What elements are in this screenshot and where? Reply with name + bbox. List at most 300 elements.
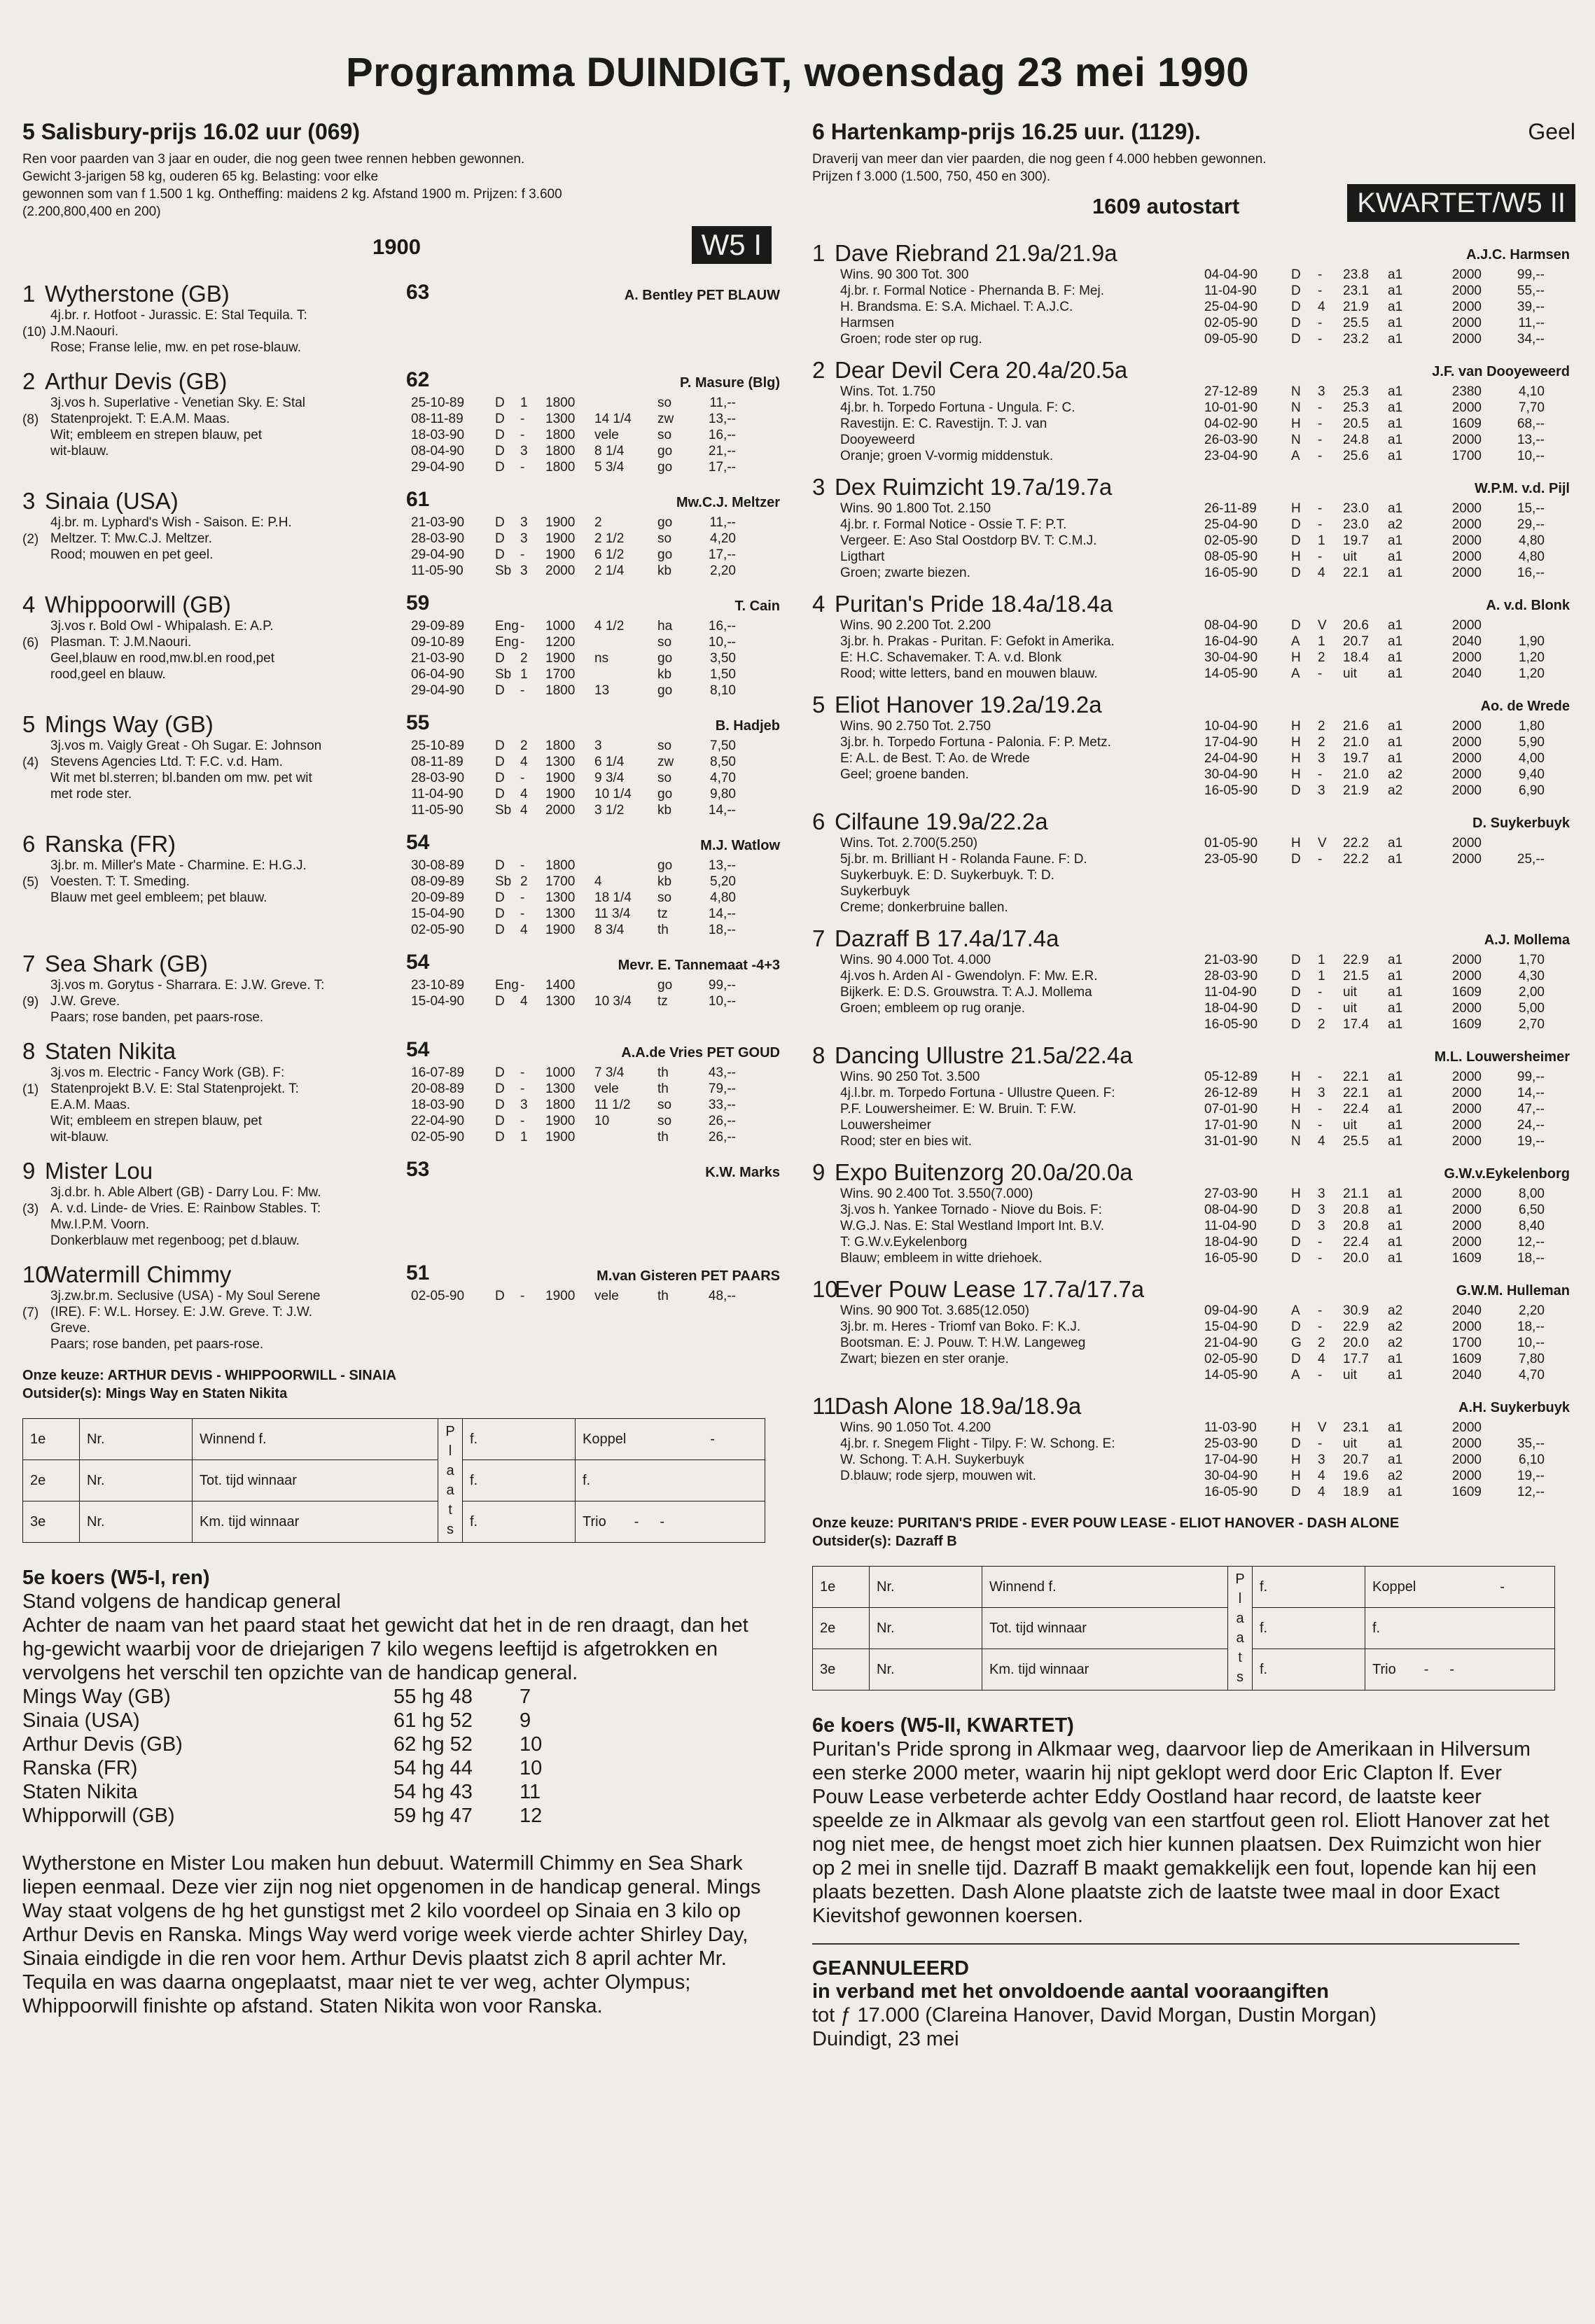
horse-weight: 63: [406, 281, 430, 304]
form-cell: 2000: [1451, 433, 1482, 447]
form-cell: 18 1/4: [594, 890, 632, 905]
form-cell: 4,20: [710, 531, 736, 546]
form-row: [1204, 750, 1575, 766]
horse-info: [22, 1288, 411, 1352]
form-cell: 1800: [545, 396, 576, 410]
koppel-label: Koppel: [1372, 1578, 1416, 1595]
horse-info: [22, 977, 411, 1026]
form-cell: go: [657, 460, 673, 475]
race-5-horses: [22, 281, 786, 1352]
form-cell: D: [495, 1130, 505, 1144]
form-cell: 2000: [1451, 1320, 1482, 1334]
form-cell: 4,80: [710, 890, 736, 905]
horse-number: 8: [812, 1042, 826, 1068]
form-cell: 30-04-90: [1204, 767, 1258, 782]
horse-info-line: W.G.J. Nas. E: Stal Westland Import Int. B.V.: [840, 1219, 1104, 1233]
horse-info-line: 3j.d.br. h. Able Albert (GB) - Darry Lou. F: Mw.: [50, 1185, 321, 1200]
form-cell: kb: [657, 564, 672, 578]
form-cell: 08-04-90: [411, 444, 465, 458]
form-cell: 3,50: [710, 651, 736, 666]
condition-line: (2.200,800,400 en 200): [22, 204, 161, 219]
form-cell: 11-05-90: [411, 564, 464, 578]
form-cell: 4: [1318, 1469, 1325, 1483]
form-cell: a1: [1388, 1452, 1403, 1467]
form-cell: go: [657, 547, 673, 562]
horse-header: [22, 368, 786, 395]
horse-info-line: 3j.vos r. Bold Owl - Whipalash. E: A.P.: [50, 619, 274, 634]
form-cell: A: [1291, 449, 1300, 463]
form-cell: N: [1291, 1118, 1301, 1133]
horse-trainer: A.H. Suykerbuyk: [1458, 1400, 1570, 1415]
form-row: [1204, 500, 1575, 517]
form-cell: 16-07-89: [411, 1065, 465, 1080]
form-cell: 05-12-89: [1204, 1070, 1258, 1084]
horse-info-line: 3j.vos h. Yankee Tornado - Niove du Bois. F:: [840, 1203, 1102, 1217]
form-cell: -: [1318, 449, 1323, 463]
horse-header: [812, 925, 1575, 952]
form-cell: D: [1291, 533, 1301, 548]
handicap-horse: Whipporwill (GB): [22, 1805, 175, 1827]
form-cell: 22.9: [1343, 1320, 1369, 1334]
keuze-text: Onze keuze: PURITAN'S PRIDE - EVER POUW LEASE - ELIOT HANOVER - DASH ALONE: [812, 1516, 1400, 1531]
horse-number: 10: [22, 1261, 48, 1287]
outsiders-text: Outsider(s): Dazraff B: [812, 1534, 957, 1549]
form-cell: 2380: [1451, 384, 1482, 399]
form-cell: 2000: [1451, 1219, 1482, 1233]
horse-header: [812, 357, 1575, 384]
horse-name: Puritan's Pride 18.4a/18.4a: [835, 591, 1113, 617]
handicap-value: 54 hg 43: [393, 1781, 473, 1803]
form-cell: 08-09-89: [411, 874, 465, 889]
horse-info-line: Harmsen: [840, 316, 895, 330]
form-row: [1204, 1436, 1575, 1452]
form-row: [411, 650, 786, 666]
horse-header: [22, 711, 786, 738]
form-cell: so: [657, 635, 672, 650]
form-cell: -: [1318, 1368, 1323, 1382]
result-cell: 2e: [813, 1608, 870, 1649]
form-cell: D: [1291, 852, 1301, 867]
horse-info-line: 5j.br. m. Brilliant H - Rolanda Faune. F: D.: [840, 852, 1087, 867]
form-cell: 4: [520, 923, 528, 937]
form-cell: 2000: [1451, 316, 1482, 330]
form-cell: 29-09-89: [411, 619, 465, 634]
form-cell: D: [495, 858, 505, 873]
form-cell: 2 1/4: [594, 564, 625, 578]
form-row: [411, 547, 786, 563]
form-cell: 11-03-90: [1204, 1420, 1257, 1435]
horse-info-line: W. Schong. T: A.H. Suykerbuyk: [840, 1452, 1024, 1467]
form-cell: 11 3/4: [594, 906, 631, 921]
horse-header: [22, 488, 786, 514]
form-cell: 16-04-90: [1204, 634, 1258, 649]
form-cell: D: [1291, 267, 1301, 282]
form-cell: a1: [1388, 634, 1403, 649]
form-cell: 2000: [1451, 1186, 1482, 1201]
form-cell: go: [657, 683, 673, 698]
horse-info-line: T: G.W.v.Eykelenborg: [840, 1235, 968, 1250]
form-cell: 8,00: [1519, 1186, 1545, 1201]
horse-info-line: wit-blauw.: [50, 444, 109, 458]
form-cell: 3: [520, 515, 528, 530]
form-row: [1204, 517, 1575, 533]
form-row: [1204, 565, 1575, 581]
form-cell: -: [520, 890, 525, 905]
form-cell: 18-04-90: [1204, 1235, 1258, 1250]
horse-info: [812, 617, 1204, 682]
form-row: [1204, 1218, 1575, 1234]
horse-info: [22, 307, 411, 356]
trio-dash: -: [1423, 1661, 1429, 1677]
form-cell: 18,--: [1517, 1251, 1545, 1266]
form-cell: 1800: [545, 738, 576, 753]
form-row: [1204, 650, 1575, 666]
horse-header: [22, 831, 786, 858]
race-6-commentary-body: Puritan's Pride sprong in Alkmaar weg, daarvoor liep de Amerikaan in Hilversum een sterke 2000 meter, waarin hij nipt geklopt werd door Eric Clapton lf. Ever Pouw Lease verbeterde achter Eddy Oostland haar record, de laatste keer speelde ze in Alkmaar als gevolg van een startfout geen rol. Eliott Hanover zat het nog niet mee, de hengst moet zich hier kunnen plaatsen. Dex Ruimzicht won hier op 2 mei in snelle tijd. Dazraff B maakt gemakkelijk een fout, lopende kan hij een plaats bezetten. Dash Alone plaatste zich de laatste twee maal in door Exact Kievitshof gewonnen koersen.: [812, 1738, 1549, 1927]
form-cell: -: [520, 635, 525, 650]
form-row: [411, 395, 786, 411]
form-cell: D: [1291, 783, 1301, 798]
koppel-label: Koppel: [583, 1431, 627, 1447]
form-cell: 23.0: [1343, 517, 1369, 532]
form-cell: H: [1291, 416, 1301, 431]
form-cell: 26-03-90: [1204, 433, 1258, 447]
horse-number: 3: [812, 474, 826, 500]
form-cell: 2000: [1451, 1469, 1482, 1483]
form-cell: a1: [1388, 1086, 1403, 1100]
form-cell: a1: [1388, 384, 1403, 399]
form-cell: [1482, 835, 1545, 851]
form-cell: 10,--: [708, 635, 736, 650]
form-cell: ns: [594, 651, 609, 666]
form-cell: 11,--: [1518, 316, 1545, 330]
form-cell: H: [1291, 1452, 1301, 1467]
form-row: [411, 427, 786, 443]
form-cell: 23-05-90: [1204, 852, 1258, 867]
horse-info-line: Wins. 90 2.400 Tot. 3.550(7.000): [840, 1186, 1033, 1201]
form-cell: uit: [1343, 666, 1358, 681]
form-cell: -: [1318, 550, 1323, 564]
keuze-text: Onze keuze: ARTHUR DEVIS - WHIPPOORWILL - SINAIA: [22, 1368, 397, 1383]
horse-number: 8: [22, 1038, 36, 1064]
form-table: [411, 738, 786, 818]
form-cell: 3: [520, 444, 528, 458]
horse-weight: 59: [406, 592, 430, 615]
form-cell: a1: [1388, 284, 1403, 298]
horse-info-line: Wins. 90 2.750 Tot. 2.750: [840, 719, 991, 734]
form-cell: -: [520, 1065, 525, 1080]
form-cell: 01-05-90: [1204, 836, 1258, 850]
form-cell: A: [1291, 1368, 1300, 1382]
horse-info-line: P.F. Louwersheimer. E: W. Bruin. T: F.W.: [840, 1102, 1077, 1116]
horse-body: [812, 1069, 1575, 1149]
form-cell: 04-02-90: [1204, 416, 1258, 431]
horse-entry: [812, 357, 1575, 464]
form-cell: 08-04-90: [1204, 1203, 1258, 1217]
form-cell: 2000: [1451, 501, 1482, 516]
horse-info-line: 3j.vos m. Gorytus - Sharrara. E: J.W. Greve. T:: [50, 978, 325, 993]
form-row: [411, 906, 786, 922]
form-table: [1204, 718, 1575, 799]
form-row: [1204, 835, 1575, 851]
form-cell: 6,50: [1519, 1203, 1545, 1217]
form-cell: 10,--: [1517, 449, 1545, 463]
form-cell: 3: [594, 738, 602, 753]
form-cell: 27-12-89: [1204, 384, 1258, 399]
form-cell: 22.9: [1343, 953, 1369, 967]
form-cell: 2,70: [1519, 1017, 1545, 1032]
form-cell: 35,--: [1517, 1436, 1545, 1451]
form-cell: 1000: [545, 619, 576, 634]
form-cell: 2000: [1451, 1070, 1482, 1084]
horse-name: Eliot Hanover 19.2a/19.2a: [835, 692, 1102, 718]
form-cell: 1609: [1451, 1251, 1482, 1266]
form-cell: Sb: [495, 874, 512, 889]
form-cell: 4: [1318, 1134, 1325, 1149]
horse-body: [812, 384, 1575, 464]
plaats-label: P l a a t s: [438, 1419, 463, 1543]
divider: [812, 1943, 1519, 1945]
horse-header: [812, 591, 1575, 617]
trio-cell: [576, 1502, 765, 1543]
form-cell: -: [520, 858, 525, 873]
result-cell: Nr.: [80, 1460, 193, 1502]
form-cell: 1300: [545, 906, 576, 921]
form-cell: 14,--: [708, 803, 736, 818]
horse-info-line: Wins. Tot. 1.750: [840, 384, 935, 399]
horse-info-line: 3j.vos m. Vaigly Great - Oh Sugar. E: Johnson: [50, 738, 322, 753]
form-cell: Eng: [495, 635, 519, 650]
form-cell: 22.4: [1343, 1235, 1369, 1250]
form-cell: D: [1291, 332, 1301, 346]
form-cell: D: [495, 906, 505, 921]
form-row: [1204, 1335, 1575, 1351]
horse-header: [812, 1042, 1575, 1069]
form-cell: 1900: [545, 651, 576, 666]
form-table: [411, 307, 786, 356]
horse-info: [812, 500, 1204, 581]
form-cell: 11-04-90: [411, 787, 464, 802]
form-cell: 10 3/4: [594, 994, 632, 1009]
form-row: [411, 786, 786, 802]
form-row: [1204, 1016, 1575, 1032]
form-cell: 13,--: [708, 858, 736, 873]
form-row: [1204, 1319, 1575, 1335]
form-row: [411, 754, 786, 770]
form-cell: -: [1318, 1436, 1323, 1451]
trio-cell: [1365, 1649, 1555, 1690]
horse-name: Sea Shark (GB): [45, 951, 208, 976]
form-cell: 25.5: [1343, 1134, 1369, 1149]
form-table: [1204, 835, 1575, 916]
form-cell: 2000: [1451, 1452, 1482, 1467]
form-cell: -: [1318, 1118, 1323, 1133]
horse-name: Whippoorwill (GB): [45, 592, 231, 617]
horse-info: [812, 1303, 1204, 1383]
form-table: [1204, 617, 1575, 682]
form-row: [1204, 634, 1575, 650]
form-cell: 2000: [1451, 284, 1482, 298]
horse-trainer: B. Hadjeb: [715, 718, 780, 734]
form-cell: a1: [1388, 1368, 1403, 1382]
form-cell: a1: [1388, 1186, 1403, 1201]
form-cell: 25.5: [1343, 316, 1369, 330]
horse-name: Wytherstone (GB): [45, 281, 230, 307]
horse-trainer: A.A.de Vries PET GOUD: [621, 1045, 780, 1060]
form-cell: go: [657, 651, 673, 666]
form-cell: 21-03-90: [411, 515, 465, 530]
form-cell: 1: [1318, 533, 1325, 548]
post-position: (5): [22, 875, 39, 890]
form-cell: 1300: [545, 994, 576, 1009]
form-cell: 30.9: [1343, 1303, 1369, 1318]
horse-info-line: Suykerbuyk. E: D. Suykerbuyk. T: D.: [840, 868, 1054, 883]
form-cell: 19.7: [1343, 751, 1369, 766]
horse-info-line: Wins. 90 1.800 Tot. 2.150: [840, 501, 991, 516]
plaats-amount: f.: [463, 1502, 576, 1543]
form-cell: 25-10-89: [411, 738, 465, 753]
horse-number: 2: [812, 357, 826, 383]
form-cell: so: [657, 890, 672, 905]
form-cell: 17,--: [708, 547, 736, 562]
race-5-distance: 1900: [372, 234, 421, 259]
race-5-badge: W5 I: [692, 226, 772, 264]
form-cell: D: [1291, 1017, 1301, 1032]
result-cell: 2e: [23, 1460, 80, 1502]
form-row: [411, 531, 786, 547]
form-cell: 28-03-90: [1204, 969, 1258, 983]
form-cell: a1: [1388, 969, 1403, 983]
form-cell: a1: [1388, 416, 1403, 431]
form-cell: 8 1/4: [594, 444, 625, 458]
race-6-conditions: [812, 150, 1533, 186]
form-cell: D: [1291, 1436, 1301, 1451]
horse-number: 7: [22, 951, 36, 976]
horse-entry: [812, 1393, 1575, 1500]
form-cell: 10-01-90: [1204, 400, 1258, 415]
form-cell: 1609: [1451, 1485, 1482, 1499]
form-cell: tz: [657, 906, 668, 921]
form-cell: D: [495, 890, 505, 905]
form-cell: th: [657, 1130, 669, 1144]
result-cell: Tot. tijd winnaar: [193, 1460, 438, 1502]
trio-label: Trio: [1372, 1661, 1396, 1677]
horse-trainer: Ao. de Wrede: [1480, 699, 1570, 714]
form-cell: N: [1291, 1134, 1301, 1149]
form-cell: 23.0: [1343, 501, 1369, 516]
form-cell: 4,70: [710, 771, 736, 785]
form-cell: Eng: [495, 619, 519, 634]
horse-info-line: Wins. 90 2.200 Tot. 2.200: [840, 618, 991, 633]
form-cell: 21-03-90: [411, 651, 465, 666]
form-cell: 29-04-90: [411, 547, 465, 562]
horse-entry: [812, 591, 1575, 682]
horse-header: [812, 240, 1575, 267]
form-cell: 9 3/4: [594, 771, 625, 785]
form-cell: 1: [1318, 969, 1325, 983]
form-cell: 2000: [1451, 566, 1482, 580]
form-cell: 25.3: [1343, 384, 1369, 399]
form-cell: A: [1291, 1303, 1300, 1318]
form-cell: D: [495, 547, 505, 562]
form-cell: -: [1318, 1235, 1323, 1250]
form-cell: [1482, 1420, 1545, 1436]
form-row: [1204, 968, 1575, 984]
handicap-horse: Staten Nikita: [22, 1781, 138, 1803]
form-cell: 22.2: [1343, 836, 1369, 850]
form-row: [1204, 1133, 1575, 1149]
form-cell: a1: [1388, 666, 1403, 681]
form-table: [411, 618, 786, 699]
form-row: [411, 459, 786, 475]
form-cell: 2040: [1451, 634, 1482, 649]
page-title: Programma DUINDIGT, woensdag 23 mei 1990: [346, 50, 1249, 95]
horse-number: 1: [22, 281, 36, 307]
form-cell: D: [1291, 618, 1301, 633]
horse-info-line: Dooyeweerd: [840, 433, 915, 447]
form-cell: 2040: [1451, 666, 1482, 681]
form-cell: 14 1/4: [594, 412, 632, 426]
post-position: (2): [22, 532, 39, 547]
form-row: [1204, 783, 1575, 799]
horse-info-line: rood,geel en blauw.: [50, 667, 166, 682]
horse-entry: [812, 692, 1575, 799]
form-cell: 43,--: [708, 1065, 736, 1080]
form-cell: 1800: [545, 460, 576, 475]
form-cell: 3: [520, 564, 528, 578]
form-cell: 18.9: [1343, 1485, 1369, 1499]
commentary-intro-line: Stand volgens de handicap general: [22, 1590, 341, 1613]
form-cell: 99,--: [708, 978, 736, 993]
form-cell: 2000: [1451, 719, 1482, 734]
horse-info-line: 3j.br. m. Miller's Mate - Charmine. E: H.G.J.: [50, 858, 307, 873]
horse-trainer: M.van Gisteren PET PAARS: [597, 1268, 780, 1284]
form-cell: -: [1318, 1070, 1323, 1084]
horse-info-line: Statenprojekt B.V. E: Stal Statenprojekt. T:: [50, 1082, 299, 1096]
horse-info-line: Groen; embleem op rug oranje.: [840, 1001, 1026, 1016]
form-cell: 20-09-89: [411, 890, 465, 905]
form-cell: a2: [1388, 1303, 1403, 1318]
form-row: [411, 666, 786, 682]
form-cell: -: [520, 460, 525, 475]
form-table: [411, 858, 786, 938]
form-cell: D: [1291, 969, 1301, 983]
horse-header: [22, 1158, 786, 1184]
form-cell: A: [1291, 634, 1300, 649]
form-cell: 22.1: [1343, 1086, 1369, 1100]
form-cell: 2000: [1451, 517, 1482, 532]
form-cell: 24-04-90: [1204, 751, 1258, 766]
form-cell: [594, 858, 657, 874]
horse-entry: [22, 488, 786, 579]
horse-trainer: A. v.d. Blonk: [1486, 598, 1570, 613]
horse-info-line: Rood; ster en bies wit.: [840, 1134, 972, 1149]
horse-entry: [22, 368, 786, 475]
form-cell: so: [657, 531, 672, 546]
form-row: [1204, 1452, 1575, 1468]
form-cell: a1: [1388, 501, 1403, 516]
form-row: [1204, 299, 1575, 315]
horse-body: [812, 1186, 1575, 1266]
result-table: [22, 1418, 765, 1543]
form-cell: 09-04-90: [1204, 1303, 1258, 1318]
race-5-column: [22, 119, 786, 2018]
race-6-title: 6 Hartenkamp-prijs 16.25 uur. (1129).: [812, 119, 1201, 144]
form-cell: 13,--: [1517, 433, 1545, 447]
form-row: [1204, 734, 1575, 750]
trio-dash: -: [634, 1513, 639, 1530]
horse-number: 9: [22, 1158, 36, 1184]
